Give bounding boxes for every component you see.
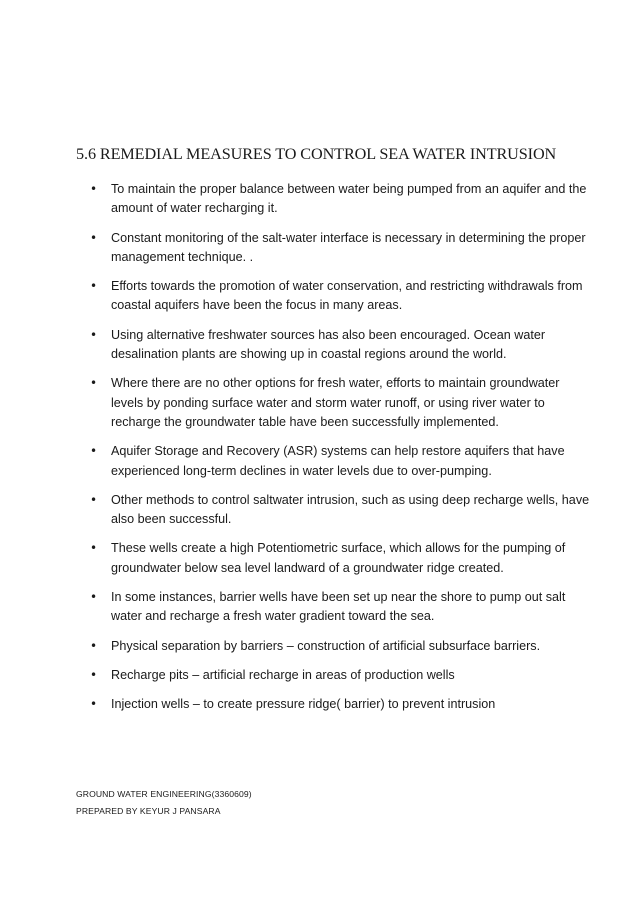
list-item <box>90 180 590 219</box>
list-item-text: These wells create a high Potentiometric surface, which allows for the pumping of groundwater below sea level landward of a groundwater ridge created. <box>111 541 566 575</box>
bullet-icon: • <box>90 279 98 294</box>
bullet-icon: • <box>90 667 98 682</box>
footer-author-line: PREPARED BY KEYUR J PANSARA <box>76 806 221 816</box>
list-item <box>90 326 590 365</box>
list-item <box>90 277 590 316</box>
list-item <box>90 695 590 714</box>
bullet-icon: • <box>90 376 98 391</box>
bullet-icon: • <box>90 590 98 605</box>
list-item <box>90 491 590 530</box>
list-item-text: Using alternative freshwater sources has also been encouraged. Ocean water desalination plants are showing up in coastal regions around the world. <box>111 327 546 362</box>
list-item <box>90 588 590 627</box>
list-item-text: In some instances, barrier wells have been set up near the shore to pump out salt water and recharge a fresh water gradient toward the sea. <box>111 590 566 624</box>
list-item <box>90 442 590 481</box>
bullet-icon: • <box>90 182 98 196</box>
section-heading: 5.6 REMEDIAL MEASURES TO CONTROL SEA WATER INTRUSION <box>76 145 557 163</box>
list-item-text: Other methods to control saltwater intrusion, such as using deep recharge wells, have also been successful. <box>111 492 590 527</box>
list-item-text: Constant monitoring of the salt-water interface is necessary in determining the proper management technique. . <box>111 230 586 264</box>
bullet-icon: • <box>90 327 98 342</box>
bullet-icon: • <box>90 697 98 712</box>
list-item-text: Aquifer Storage and Recovery (ASR) systems can help restore aquifers that have experienced long-term declines in water levels due to over-pumping. <box>111 444 565 478</box>
footer-course-line: GROUND WATER ENGINEERING(3360609) <box>76 789 252 799</box>
page-footer <box>76 786 252 820</box>
bullet-icon: • <box>90 444 98 459</box>
list-item <box>90 374 590 432</box>
bullet-list <box>90 180 590 725</box>
list-item-text: To maintain the proper balance between water being pumped from an aquifer and the amount of water recharging it. <box>111 182 587 216</box>
list-item-text: Injection wells – to create pressure ridge( barrier) to prevent intrusion <box>111 697 496 712</box>
list-item-text: Recharge pits – artificial recharge in areas of production wells <box>111 667 455 682</box>
bullet-icon: • <box>90 638 98 653</box>
bullet-icon: • <box>90 541 98 556</box>
list-item <box>90 539 590 578</box>
list-item <box>90 666 590 685</box>
list-item-text: Efforts towards the promotion of water conservation, and restricting withdrawals from coastal aquifers have been the focus in many areas. <box>111 279 583 313</box>
list-item <box>90 229 590 268</box>
list-item <box>90 637 590 656</box>
list-item-text: Where there are no other options for fresh water, efforts to maintain groundwater levels by ponding surface water and storm water runoff, or using river water to recharge the groundwater table have been successfully implemented. <box>111 376 560 429</box>
bullet-icon: • <box>90 492 98 507</box>
list-item-text: Physical separation by barriers – construction of artificial subsurface barriers. <box>111 638 541 653</box>
bullet-icon: • <box>90 230 98 245</box>
